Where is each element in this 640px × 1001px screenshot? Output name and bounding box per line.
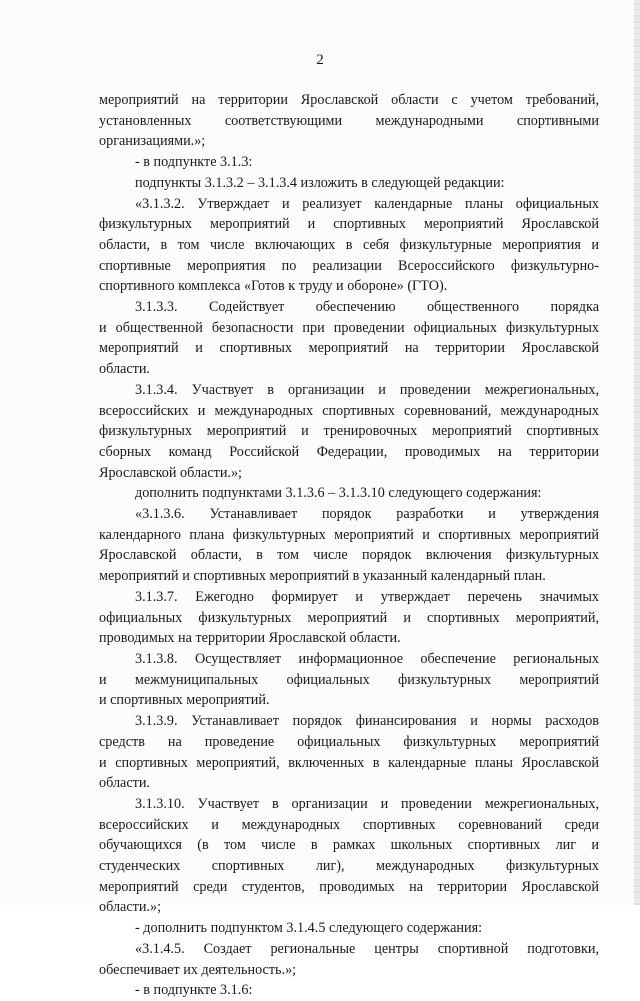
text-line: - в подпункте 3.1.6: xyxy=(135,982,253,999)
paragraph xyxy=(99,918,599,939)
text-line: 3.1.3.4. Участвует в организации и проведении межрегиональных, xyxy=(135,381,599,398)
text-line: мероприятий на территории Ярославской области с учетом требований, xyxy=(99,92,599,108)
scan-edge xyxy=(634,0,640,905)
paragraph xyxy=(99,297,599,380)
paragraph xyxy=(99,173,599,194)
text-line: дополнить подпунктами 3.1.3.6 – 3.1.3.10 следующего содержания: xyxy=(135,485,542,502)
paragraph xyxy=(99,504,599,587)
document-body xyxy=(99,90,599,1001)
text-line: области, в том числе включающих в себя физкультурные мероприятия и xyxy=(99,236,599,253)
text-line: 3.1.3.9. Устанавливает порядок финансирования и нормы расходов xyxy=(135,713,599,730)
text-line: «3.1.3.6. Устанавливает порядок разработки и утверждения xyxy=(135,506,599,523)
text-line: средств на проведение официальных физкультурных мероприятий xyxy=(99,733,599,750)
paragraph xyxy=(99,939,599,980)
text-line: и спортивных мероприятий, включенных в календарные планы Ярославской xyxy=(99,754,599,771)
text-line: Ярославской области, в том числе порядок включения физкультурных xyxy=(99,547,599,564)
paragraph xyxy=(99,587,599,649)
text-line: подпункты 3.1.3.2 – 3.1.3.4 изложить в следующей редакции: xyxy=(135,174,505,191)
page-number: 2 xyxy=(316,52,324,68)
text-line: области. xyxy=(99,775,150,792)
text-line: - дополнить подпунктом 3.1.4.5 следующего содержания: xyxy=(135,920,483,937)
text-line: мероприятий и спортивных мероприятий в указанный календарный план. xyxy=(99,568,546,585)
paragraph xyxy=(99,380,599,484)
paragraph xyxy=(99,483,599,504)
text-line: области. xyxy=(99,361,150,378)
text-line: и межмуниципальных официальных физкультурных мероприятий xyxy=(99,671,599,688)
text-line: и спортивных мероприятий. xyxy=(99,692,270,709)
text-line: 3.1.3.3. Содействует обеспечению общественного порядка xyxy=(135,299,599,316)
paragraph xyxy=(99,152,599,173)
text-line: проводимых на территории Ярославской области. xyxy=(99,630,401,647)
text-line: «3.1.3.2. Утверждает и реализует календарные планы официальных xyxy=(135,195,599,212)
text-line: всероссийских и международных спортивных соревнований среди xyxy=(99,816,599,833)
text-line: 3.1.3.8. Осуществляет информационное обеспечение региональных xyxy=(135,650,599,667)
paragraph xyxy=(99,90,599,152)
text-line: спортивного комплекса «Готов к труду и обороне» (ГТО). xyxy=(99,278,448,295)
text-line: области.»; xyxy=(99,899,162,916)
text-line: мероприятий и спортивных мероприятий на территории Ярославской xyxy=(99,340,599,357)
text-line: физкультурных мероприятий и спортивных мероприятий Ярославской xyxy=(99,216,599,233)
text-line: 3.1.3.10. Участвует в организации и проведении межрегиональных, xyxy=(135,795,599,812)
text-line: спортивные мероприятия по реализации Всероссийского физкультурно- xyxy=(99,257,599,274)
paragraph xyxy=(99,794,599,918)
text-line: всероссийских и международных спортивных соревнований, международных xyxy=(99,402,599,419)
text-line: и общественной безопасности при проведении официальных физкультурных xyxy=(99,319,599,336)
paragraph xyxy=(99,649,599,711)
text-line: обучающихся (в том числе в рамках школьных спортивных лиг и xyxy=(99,837,599,854)
text-line: календарного плана физкультурных мероприятий и спортивных мероприятий xyxy=(99,526,599,543)
paragraph xyxy=(99,980,599,1001)
paragraph xyxy=(99,194,599,298)
paragraph xyxy=(99,711,599,794)
text-line: 3.1.3.7. Ежегодно формирует и утверждает перечень значимых xyxy=(135,588,599,605)
text-line: - в подпункте 3.1.3: xyxy=(135,154,253,171)
text-line: установленных соответствующими международными спортивными xyxy=(99,112,599,129)
text-line: Ярославской области.»; xyxy=(99,464,243,481)
text-line: обеспечивает их деятельность.»; xyxy=(99,961,297,978)
text-line: студенческих спортивных лиг), международных физкультурных xyxy=(99,858,599,875)
text-line: организациями.»; xyxy=(99,133,206,150)
text-line: «3.1.4.5. Создает региональные центры спортивной подготовки, xyxy=(135,940,599,957)
text-line: мероприятий среди студентов, проводимых на территории Ярославской xyxy=(99,878,599,895)
text-line: официальных физкультурных мероприятий и спортивных мероприятий, xyxy=(99,609,599,626)
text-line: физкультурных мероприятий и тренировочных мероприятий спортивных xyxy=(99,423,599,440)
text-line: сборных команд Российской Федерации, проводимых на территории xyxy=(99,443,599,460)
